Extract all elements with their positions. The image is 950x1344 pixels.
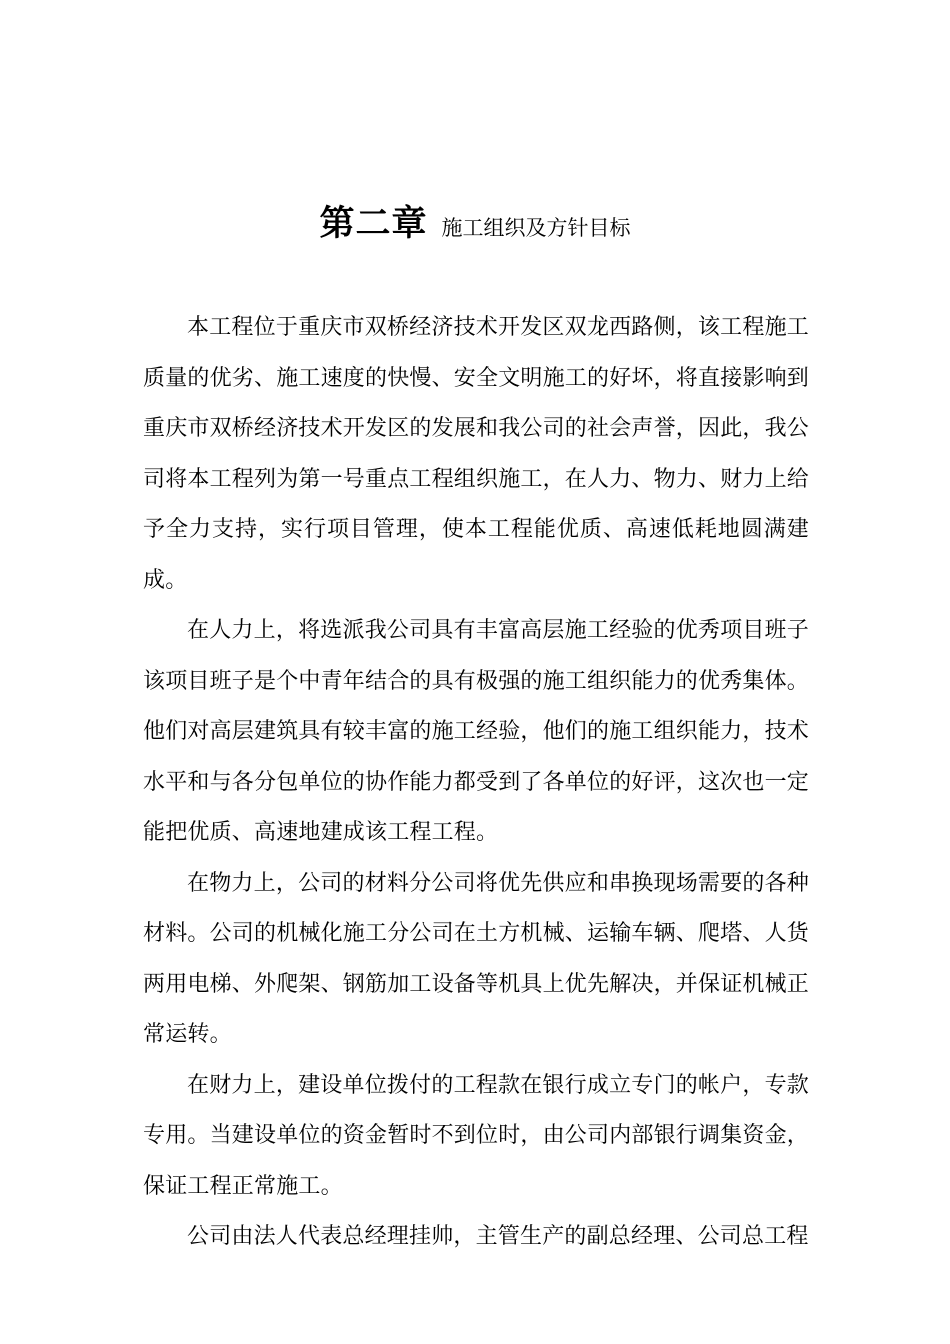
paragraph: 本工程位于重庆市双桥经济技术开发区双龙西路侧，该工程施工质量的优劣、施工速度的快慢、安全文明施工的好坏，将直接影响到重庆市双桥经济技术开发区的发展和我公司的社会声誉，因此，我公司将本工程列为第一号重点工程组织施工，在人力、物力、财力上给予全力支持，实行项目管理，使本工程能优质、高速低耗地圆满建成。 [143, 315, 810, 593]
chapter-heading [0, 196, 950, 246]
body-text [143, 303, 809, 1263]
paragraph: 在物力上，公司的材料分公司将优先供应和串换现场需要的各种材料。公司的机械化施工分公司在土方机械、运输车辆、爬塔、人货两用电梯、外爬架、钢筋加工设备等机具上优先解决，并保证机械正常运转。 [143, 870, 810, 1047]
chapter-title: 施工组织及方针目标 [441, 216, 631, 240]
chapter-number: 第二章 [319, 203, 428, 244]
paragraph: 在财力上，建设单位拨付的工程款在银行成立专门的帐户，专款专用。当建设单位的资金暂时不到位时，由公司内部银行调集资金，保证工程正常施工。 [143, 1072, 810, 1199]
paragraph: 在人力上，将选派我公司具有丰富高层施工经验的优秀项目班子该项目班子是个中青年结合的具有极强的施工组织能力的优秀集体。他们对高层建筑具有较丰富的施工经验，他们的施工组织能力，技术水平和与各分包单位的协作能力都受到了各单位的好评，这次也一定能把优质、高速地建成该工程工程。 [143, 618, 810, 845]
paragraph: 公司由法人代表总经理挂帅，主管生产的副总经理、公司总工程 [187, 1224, 809, 1249]
